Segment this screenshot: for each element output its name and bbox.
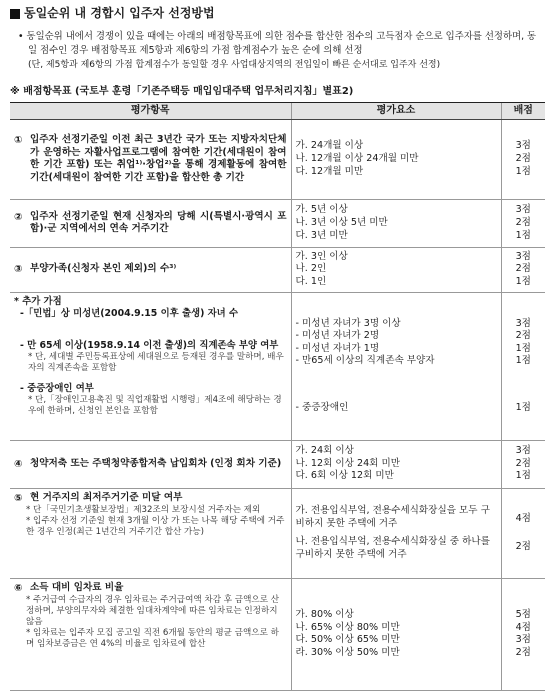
section-title — [10, 6, 545, 22]
intro-line-3: (단, 제5항과 제6항의 가점 합계점수가 동일할 경우 사업대상지역의 전입일이 빠른 순서대로 입주자 선정) — [28, 59, 441, 70]
element-text: 나. 3년 이상 5년 미만 — [295, 216, 388, 228]
score-text: 1점 — [515, 402, 531, 414]
element-text: 나. 65% 이상 80% 미만 — [295, 621, 400, 633]
score-text: 2점 — [515, 457, 531, 469]
element-text: - 중증장애인 — [295, 402, 349, 414]
item-number: ⑥ — [14, 582, 23, 594]
table-row — [10, 247, 545, 292]
score-text: 2점 — [515, 152, 531, 164]
element-text: 다. 6회 이상 12회 미만 — [295, 470, 394, 482]
score-text: 2점 — [515, 263, 531, 275]
scoring-table — [10, 102, 545, 691]
extra-note: * 단, 세대별 주민등록표상에 세대원으로 등재된 경우를 말하며, 배우자의 직계존속을 포함함 — [28, 352, 284, 374]
score-text: 1점 — [515, 165, 531, 177]
score-text: 1점 — [515, 342, 531, 354]
item-note: * 주거급여 수급자의 경우 임차료는 주거급여액 차감 후 금액으로 산정하며, 부양의무자와 체결한 임대차계약에 따른 임차료는 인정하지 않음 — [26, 594, 280, 627]
item-note: * 단「국민기초생활보장법」제32조의 보장시설 거주자는 제외 — [26, 504, 261, 515]
element-text: 나. 12회 이상 24회 미만 — [295, 457, 401, 469]
score-text: 1점 — [515, 355, 531, 367]
item-text: 소득 대비 임차료 비율 — [30, 581, 124, 593]
element-text: 가. 전용입식부엌, 전용수세식화장실을 모두 구비하지 못한 주택에 거주 — [295, 504, 490, 529]
element-text: 나. 전용입식부엌, 전용수세식화장실 중 하나를 구비하지 못한 주택에 거주 — [295, 536, 490, 560]
element-text: 라. 30% 이상 50% 미만 — [295, 646, 400, 658]
item-number: ① — [14, 135, 23, 147]
item-note: * 임차료는 입주자 모집 공고일 직전 6개월 동안의 평균 금액으로 하며 임차보증금은 연 4%의 비율로 임차료에 합산 — [26, 628, 279, 650]
score-text: 3점 — [515, 250, 531, 262]
table-row — [10, 119, 545, 199]
score-text: 2점 — [515, 330, 531, 342]
table-row — [10, 199, 545, 247]
item-text: 청약저축 또는 주택청약종합저축 납입회차 (인정 회차 기준) — [30, 457, 282, 469]
table-row — [10, 440, 545, 488]
score-text: 1점 — [515, 470, 531, 482]
item-text: 입주자 선정기준일 이전 최근 3년간 국가 또는 지방자치단체가 운영하는 자활사업프로그램에 참여한 기간(세대원이 참여한 기간 포함) 또는 취업¹⁾·창업²⁾을 통해 경제활동에 참여한 기간(세대원이 참여한 기간 포함)을 합산한 총 기간 — [30, 134, 287, 183]
score-text: 3점 — [515, 317, 531, 329]
extra-elderly-support: - 만 65세 이상(1958.9.14 이전 출생)의 직계존속 부양 여부 — [20, 340, 279, 352]
intro-paragraph — [10, 30, 545, 73]
intro-line-1: 동일순위 내에서 경쟁이 있을 때에는 아래의 배점항목표에 의한 점수를 합산한 점수의 고득점자 순으로 — [26, 30, 443, 42]
element-text: 다. 1인 — [295, 276, 327, 287]
header-score: 배점 — [501, 102, 545, 119]
score-text: 4점 — [515, 621, 531, 633]
table-header-row — [10, 102, 545, 119]
item-number: ② — [14, 211, 23, 223]
item-note: * 입주자 선정 기준일 현재 3개월 이상 가 또는 나목 해당 주택에 거주한 경우 인정(최근 1년간의 거주기간 합산 가능) — [26, 515, 285, 537]
element-text: 가. 24회 이상 — [295, 445, 354, 457]
table-row — [10, 292, 545, 440]
score-text: 3점 — [515, 140, 531, 152]
header-element: 평가요소 — [291, 102, 501, 119]
element-text: 다. 12개월 미만 — [295, 165, 364, 177]
element-text: - 미성년 자녀가 3명 이상 — [295, 317, 401, 329]
extra-note: * 단,「장애인고용촉진 및 직업재활법 시행령」제4조에 해당하는 경우에 한하며, 신청인 본인을 포함함 — [28, 394, 282, 417]
element-text: 나. 12개월 이상 24개월 미만 — [295, 152, 419, 164]
element-text: 가. 80% 이상 — [295, 608, 354, 620]
item-text: 입주자 선정기준일 현재 신청자의 당해 시(특별시·광역시 포함)·군 지역에서의 연속 거주기간 — [30, 210, 287, 235]
item-number: ⑤ — [14, 492, 23, 504]
element-text: 다. 3년 미만 — [295, 229, 348, 241]
item-number: ④ — [14, 458, 23, 470]
item-text: 현 거주지의 최저주거기준 미달 여부 — [30, 491, 183, 503]
element-text: 가. 5년 이상 — [295, 204, 348, 216]
bullet-dot: • — [18, 30, 27, 42]
score-text: 4점 — [515, 512, 531, 524]
element-text: - 미성년 자녀가 1명 — [295, 342, 380, 354]
score-text: 1점 — [515, 229, 531, 241]
score-text: 3점 — [515, 204, 531, 216]
score-text: 3점 — [515, 445, 531, 457]
element-text: - 미성년 자녀가 2명 — [295, 330, 380, 342]
element-text: 가. 24개월 이상 — [295, 140, 364, 152]
element-text: 나. 2인 — [295, 263, 327, 275]
extra-heading: * 추가 가점 — [14, 295, 62, 307]
item-text: 부양가족(신청자 본인 제외)의 수³⁾ — [30, 263, 177, 275]
element-text: 다. 50% 이상 65% 미만 — [295, 634, 400, 646]
score-text: 5점 — [515, 608, 531, 620]
element-text: - 만65세 이상의 직계존속 부양자 — [295, 355, 435, 367]
score-text: 2점 — [515, 216, 531, 228]
extra-minor-children: -「민법」상 미성년(2004.9.15 이후 출생) 자녀 수 — [20, 307, 239, 319]
score-text: 3점 — [515, 634, 531, 646]
element-text: 가. 3인 이상 — [295, 250, 348, 262]
table-row — [10, 488, 545, 578]
score-text: 2점 — [515, 541, 531, 553]
section-title-text: 동일순위 내 경합시 입주자 선정방법 — [24, 6, 215, 20]
header-item: 평가항목 — [10, 102, 291, 119]
score-text: 2점 — [515, 646, 531, 658]
square-bullet-icon — [10, 9, 20, 19]
score-text: 1점 — [515, 276, 531, 287]
table-caption: ※ 배점항목표 (국토부 훈령「기존주택등 매입임대주택 업무처리지침」별표2) — [10, 85, 354, 97]
extra-disability: - 중증장애인 여부 — [20, 382, 94, 394]
intro-line-2: 입주자를 선정하며, 동일 점수인 경우 배점항목표 제5항과 제6항의 가점 합계점수가 높은 순에 의해 선정 — [28, 30, 537, 57]
table-row — [10, 578, 545, 690]
item-number: ③ — [14, 264, 23, 276]
